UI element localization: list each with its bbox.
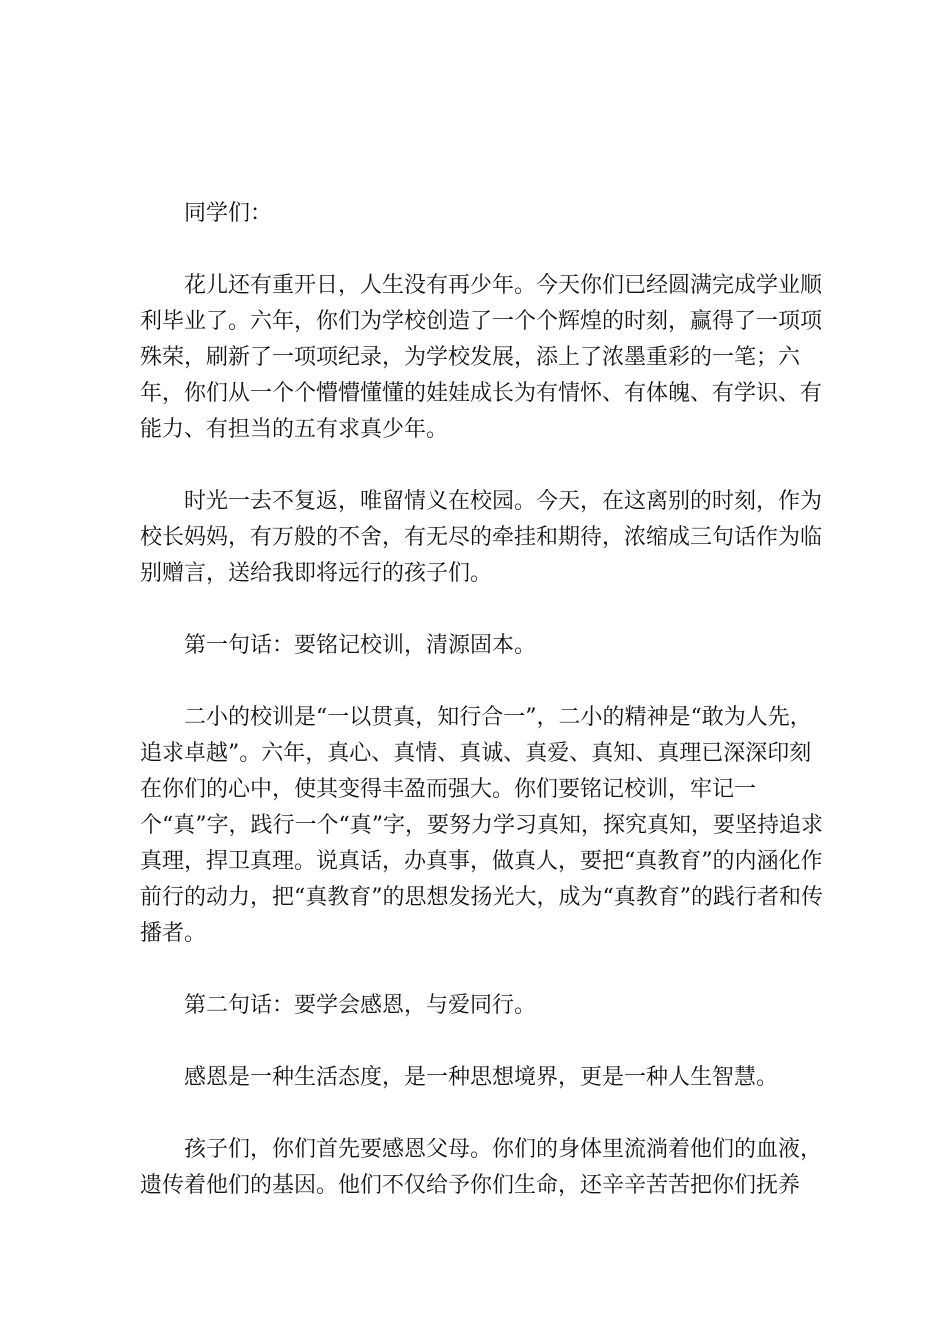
paragraph-thank-parents: 孩子们，你们首先要感恩父母。你们的身体里流淌着他们的血液，遗传着他们的基因。他们不仅给予你们生命，还辛辛苦苦把你们抚养 bbox=[140, 1137, 823, 1198]
paragraph-graduation: 花儿还有重开日，人生没有再少年。今天你们已经圆满完成学业顺利毕业了。六年，你们为学校创造了一个个辉煌的时刻，赢得了一项项殊荣，刷新了一项项纪录，为学校发展，添上了浓墨重彩的一笔；六年，你们从一个个懵懵懂懂的娃娃成长为有情怀、有体魄、有学识、有能力、有担当的五有求真少年。 bbox=[140, 273, 823, 442]
document-body bbox=[140, 196, 830, 1240]
paragraph-school-motto: 二小的校训是“一以贯真，知行合一”，二小的精神是“敢为人先，追求卓越”。六年，真心、真情、真诚、真爱、真知、真理已深深印刻在你们的心中，使其变得丰盈而强大。你们要铭记校训，牢记一个“真”字，践行一个“真”字，要努力学习真知，探究真知，要坚持追求真理，捍卫真理。说真话，办真事，做真人，要把“真教育”的内涵化作前行的动力，把“真教育”的思想发扬光大，成为“真教育”的践行者和传播者。 bbox=[140, 705, 823, 946]
salutation-paragraph: 同学们： bbox=[184, 201, 273, 226]
paragraph-gratitude: 感恩是一种生活态度，是一种思想境界，更是一种人生智慧。 bbox=[184, 1065, 779, 1090]
paragraph-second-point-heading: 第二句话：要学会感恩，与爱同行。 bbox=[184, 993, 537, 1018]
paragraph-farewell: 时光一去不复返，唯留情义在校园。今天，在这离别的时刻，作为校长妈妈，有万般的不舍，有无尽的牵挂和期待，浓缩成三句话作为临别赠言，送给我即将远行的孩子们。 bbox=[140, 489, 823, 586]
paragraph-first-point-heading: 第一句话：要铭记校训，清源固本。 bbox=[184, 633, 537, 658]
